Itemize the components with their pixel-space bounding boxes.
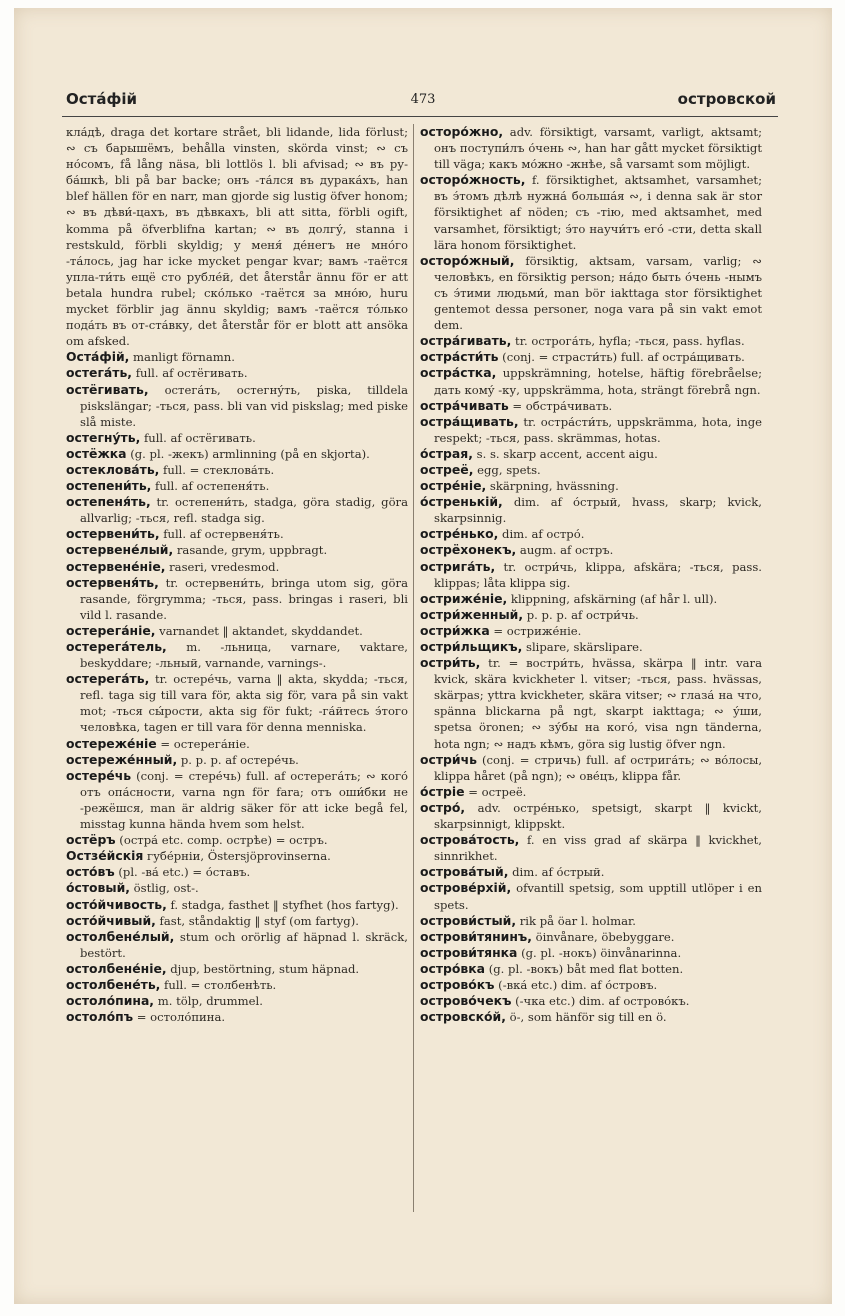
entry-definition: slipare, skärslipare. <box>522 640 643 654</box>
dictionary-entry <box>66 961 408 977</box>
dictionary-entry <box>420 349 762 365</box>
entry-definition: full. af остёгивать. <box>140 430 256 445</box>
right-column <box>420 124 762 1025</box>
entry-headword: остра́стка, <box>420 365 497 381</box>
entry-definition: full. af остёгивать. <box>132 366 248 381</box>
dictionary-entry <box>420 591 762 607</box>
dictionary-entry <box>420 784 762 800</box>
entry-headword: остреё, <box>420 461 474 477</box>
dictionary-entry <box>420 993 762 1009</box>
entry-headword: остервеня́ть, <box>66 574 159 590</box>
entry-definition: = остриже́ніе. <box>489 623 582 638</box>
entry-headword: остолбене́ніе, <box>66 960 167 976</box>
entry-definition: (g. pl. -вокъ) båt med flat botten. <box>485 961 684 976</box>
entry-definition: f. stadga, fasthet ‖ styfhet (hos fartyg). <box>166 897 399 912</box>
dictionary-entry <box>420 365 762 397</box>
entry-definition: varnandet ‖ aktandet, skyddandet. <box>155 623 363 638</box>
entry-headword: остолбене́лый, <box>66 928 175 944</box>
entry-headword: остоло́пина, <box>66 993 155 1009</box>
entry-definition: augm. af остръ. <box>516 543 614 558</box>
dictionary-entry <box>420 414 762 446</box>
entry-headword: остра́сти́ть <box>420 349 499 365</box>
dictionary-entry <box>66 897 408 913</box>
entry-headword: остегну́ть, <box>66 429 141 445</box>
entry-headword: остереже́нный, <box>66 751 178 767</box>
entry-headword: остерега́ть, <box>66 671 150 687</box>
entry-definition: (conj. = стричь) full. af острига́ть; ∾ во́лосы, klippa håret (på ngn); ∾ ове́цъ, klippa får. <box>434 752 762 783</box>
header-rule <box>62 116 778 117</box>
entry-definition: (pl. -ва́ etc.) = о́ставъ. <box>114 865 251 880</box>
dictionary-entry <box>420 752 762 784</box>
entry-definition: tr. остра́сти́ть, uppskrämma, hota, inge respekt; -ться, pass. skrämmas, hotas. <box>434 414 762 445</box>
entry-definition: skärpning, hvässning. <box>486 479 619 494</box>
entry-definition: öinvånare, öbebyggare. <box>531 929 675 944</box>
entry-headword: острови́тянка <box>420 944 518 960</box>
dictionary-entry <box>420 478 762 494</box>
dictionary-entry <box>420 559 762 591</box>
dictionary-entry <box>66 124 408 349</box>
dictionary-entry <box>66 559 408 575</box>
entry-headword: остре́ніе, <box>420 478 487 494</box>
entry-headword: остереже́ніе <box>66 735 157 751</box>
column-divider <box>413 124 414 1212</box>
header-left-guideword: Оста́фій <box>66 90 137 108</box>
entry-headword: Остзе́йскія <box>66 848 144 864</box>
dictionary-entry <box>66 478 408 494</box>
dictionary-entry <box>66 575 408 623</box>
entry-headword: остри́чь <box>420 751 477 767</box>
entry-headword: остёжка <box>66 445 127 461</box>
entry-definition: (g. pl. -нокъ) öinvånarinna. <box>517 945 682 960</box>
dictionary-entry <box>66 832 408 848</box>
dictionary-entry <box>420 1009 762 1025</box>
dictionary-entry <box>66 768 408 832</box>
entry-definition: adv. остре́нько, spetsigt, skarpt ‖ kvickt, skarpsinnigt, klippskt. <box>434 800 762 832</box>
entry-definition: rasande, grym, uppbragt. <box>173 543 328 558</box>
dictionary-entry <box>66 430 408 446</box>
entry-headword: остро́вка <box>420 960 486 976</box>
entry-definition: tr. остри́чь, klippa, afskära; -ться, pass. klippas; låta klippa sig. <box>434 559 762 590</box>
entry-definition: ofvantill spetsig, som upptill utlöper i en spets. <box>434 881 762 912</box>
entry-headword: острово́чекъ <box>420 993 512 1009</box>
entry-definition: m. -льница, varnare, vaktare, beskyddare; -льный, varnande, varnings-. <box>80 640 408 671</box>
dictionary-entry <box>420 800 762 832</box>
entry-definition: = остерега́ніе. <box>156 736 250 751</box>
entry-headword: острови́стый, <box>420 912 517 928</box>
dictionary-entry <box>420 929 762 945</box>
entry-definition: djup, bestörtning, stum häpnad. <box>166 961 360 976</box>
entry-definition: fast, ståndaktig ‖ styf (om fartyg). <box>155 913 359 928</box>
dictionary-entry <box>66 462 408 478</box>
entry-definition: (g. pl. -жекъ) armlinning (på en skjorta). <box>126 446 370 461</box>
entry-headword: острёхонекъ, <box>420 542 517 558</box>
entry-definition: tr. = востри́ть, hvässa, skärpa ‖ intr. vara kvick, skära kvickheter l. vitser; -ться, pass. hvässas, skärpas; yttra kvickheter, skära vitser; ∾ глаза́ на что, spänna blickarna på ngt, skarpt iakttaga; ∾ у́ши, spetsa öronen; ∾ зу́бы на кого́, visa ngn tänderna, hota ngn; ∾ надъ кѣмъ, göra sig lustig öfver ngn. <box>434 656 762 751</box>
entry-headword: о́стріе <box>420 783 465 799</box>
entry-headword: остерега́ніе, <box>66 622 156 638</box>
entry-headword: Оста́фій, <box>66 349 130 365</box>
dictionary-entry <box>66 671 408 735</box>
dictionary-entry <box>66 880 408 896</box>
entry-headword: остепеня́ть, <box>66 494 151 510</box>
entry-definition: dim. af о́стрый, hvass, skarp; kvick, skarpsinnig. <box>434 495 762 526</box>
dictionary-entry <box>66 848 408 864</box>
entry-headword: о́страя, <box>420 445 473 461</box>
dictionary-entry <box>420 864 762 880</box>
entry-definition: klippning, afskärning (af hår l. ull). <box>507 591 718 606</box>
dictionary-entry <box>66 365 408 381</box>
dictionary-entry <box>66 639 408 671</box>
entry-definition: stum och orörlig af häpnad l. skräck, bestört. <box>80 929 408 960</box>
entry-headword: остолбене́ть, <box>66 976 161 992</box>
entry-headword: островско́й, <box>420 1009 506 1025</box>
entry-headword: острова́тый, <box>420 864 509 880</box>
entry-headword: остега́ть, <box>66 365 133 381</box>
dictionary-entry <box>420 526 762 542</box>
left-column <box>66 124 408 1025</box>
entry-definition: full. = столбенѣть. <box>160 977 277 992</box>
entry-headword: остре́нько, <box>420 526 499 542</box>
entry-definition: m. tölp, drummel. <box>154 994 263 1009</box>
entry-definition: tr. острога́ть, hyfla; -ться, pass. hyflas. <box>511 334 745 349</box>
dictionary-entry <box>420 398 762 414</box>
entry-definition: full. af остепеня́ть. <box>151 479 270 494</box>
entry-headword: остервене́лый, <box>66 542 174 558</box>
entry-headword: о́стовый, <box>66 880 130 896</box>
entry-definition: full. af остервеня́ть. <box>159 527 284 542</box>
entry-definition: uppskrämning, hotelse, häftig förebråelse; дать кому́ -ку, uppskrämma, hota, strängt förebrå ngn. <box>434 366 762 397</box>
entry-definition: f. försiktighet, aktsamhet, varsamhet; въ э́томъ дѣлѣ нужна́ больша́я ∾, i denna sak är stor försiktighet af nöden; съ -тію, med aktsamhet, med varsamhet, försiktigt; э́то научи́тъ его́ -сти, detta skall lära honom försiktighet. <box>434 173 762 252</box>
entry-headword: о́стренькій, <box>420 494 503 510</box>
entry-headword: осторо́жно, <box>420 124 504 139</box>
entry-headword: острига́ть, <box>420 558 496 574</box>
dictionary-entry <box>420 462 762 478</box>
dictionary-entry <box>420 639 762 655</box>
dictionary-entry <box>66 623 408 639</box>
entry-definition: (-чка etc.) dim. af острово́къ. <box>511 994 690 1009</box>
dictionary-entry <box>420 607 762 623</box>
entry-headword: остервене́ніе, <box>66 558 166 574</box>
entry-definition: = обстра́чивать. <box>508 398 613 413</box>
entry-headword: остриже́ніе, <box>420 590 508 606</box>
entry-definition: tr. остервени́ть, bringa utom sig, göra rasande, förgrymma; -ться, pass. bringas i raseri, bli vild l. rasande. <box>80 575 408 622</box>
entry-headword: остра́гивать, <box>420 333 512 349</box>
entry-definition: (-вка́ etc.) dim. af о́стровъ. <box>494 977 658 992</box>
entry-headword: острово́къ <box>420 976 495 992</box>
entry-headword: остерега́тель, <box>66 639 167 654</box>
entry-definition: egg, spets. <box>473 462 541 477</box>
entry-definition: dim. af о́стрый. <box>508 865 605 880</box>
dictionary-entry <box>420 542 762 558</box>
entry-definition: östlig, ost-. <box>130 881 199 896</box>
dictionary-entry <box>66 349 408 365</box>
entry-headword: остри́ть, <box>420 655 481 671</box>
entry-headword: остервени́ть, <box>66 526 160 542</box>
dictionary-entry <box>66 913 408 929</box>
dictionary-entry <box>420 913 762 929</box>
entry-headword: остере́чь <box>66 767 132 783</box>
dictionary-entry <box>66 382 408 430</box>
entry-definition: s. s. skarp accent, accent aigu. <box>472 446 658 461</box>
dictionary-entry <box>420 446 762 462</box>
dictionary-entry <box>420 655 762 752</box>
entry-headword: острова́тость, <box>420 832 520 848</box>
entry-headword: осто́йчивый, <box>66 912 156 928</box>
entry-definition: tr. остепени́ть, stadga, göra stadig, göra allvarlig; -ться, refl. stadga sig. <box>80 495 408 526</box>
dictionary-entry <box>420 124 762 172</box>
entry-headword: осторо́жный, <box>420 252 515 268</box>
entry-headword: остёгивать, <box>66 381 149 397</box>
entry-headword: острове́рхій, <box>420 880 512 896</box>
entry-headword: остри́льщикъ, <box>420 639 523 654</box>
entry-definition: p. p. p. af остри́чь. <box>523 607 639 622</box>
entry-definition: (остра́ etc. comp. острѣе) = остръ. <box>115 833 328 848</box>
entry-headword: остепени́ть, <box>66 478 152 494</box>
entry-headword: остоло́пъ <box>66 1009 134 1025</box>
dictionary-entry <box>66 446 408 462</box>
entry-headword: острови́тянинъ, <box>420 928 532 944</box>
entry-headword: остеклова́ть, <box>66 461 160 477</box>
entry-headword: остра́чивать <box>420 397 509 413</box>
dictionary-entry <box>66 1009 408 1025</box>
dictionary-entry <box>420 961 762 977</box>
dictionary-entry <box>420 253 762 333</box>
dictionary-entry <box>420 977 762 993</box>
entry-definition: adv. försiktigt, varsamt, varligt, aktsamt; онъ поступи́лъ о́чень ∾, han har gått mycket försiktigt till väga; какъ мо́жно -жнѣе, så varsamt som möjligt. <box>434 125 762 172</box>
dictionary-entry <box>66 542 408 558</box>
dictionary-entry <box>66 494 408 526</box>
dictionary-entry <box>420 333 762 349</box>
dictionary-entry <box>66 526 408 542</box>
entry-headword: осто́въ <box>66 864 115 880</box>
entry-headword: осторо́жность, <box>420 172 526 188</box>
dictionary-entry <box>66 929 408 961</box>
dictionary-entry <box>420 880 762 912</box>
entry-definition: остега́ть, остегну́ть, piska, tilldela piskslängar; -ться, pass. bli van vid piskslag; med piske slå miste. <box>80 382 408 429</box>
entry-definition: försiktig, aktsam, varsam, varlig; ∾ человѣкъ, en försiktig person; на́до быть о́чень -нымъ съ э́тими людьми́, man bör iakttaga stor försiktighet gentemot dessa personer, noga vara på sin vakt emot dem. <box>434 253 762 333</box>
dictionary-page <box>14 8 832 1304</box>
entry-definition: rik på öar l. holmar. <box>516 913 636 928</box>
dictionary-entry <box>66 752 408 768</box>
entry-headword: остро́, <box>420 799 466 815</box>
entry-headword: остра́щивать, <box>420 413 519 429</box>
dictionary-entry <box>420 832 762 864</box>
entry-definition: full. = стеклова́ть. <box>159 462 275 477</box>
entry-definition: manligt förnamn. <box>129 350 235 365</box>
dictionary-entry <box>420 494 762 526</box>
entry-definition: кла́дѣ, draga det kortare strået, bli lidande, lida förlust; ∾ съ барышёмъ, behålla vinsten, skörda vinst; ∾ съ но́сомъ, få lång näsa, bli lottlös l. bli afvisad; ∾ въ ру-ба́шкѣ, bli på bar backe; онъ -та́лся въ дурака́хъ, han blef hällen för en narr, man gjorde sig lustig öfver honom; ∾ въ дѣви́-цахъ, въ дѣвкахъ, bli att sitta, förbli ogift, komma på öfverblifna kartan; ∾ въ долгу́, stanna i restskuld, förbli skyldig; у меня́ де́негъ не мно́го -та́лось, jag har icke mycket pengar kvar; вамъ -таётся упла-ти́ть ещё сто рубле́й, det återstår ännu för er att betala hundra rubel; ско́лько -таётся за мно́ю, huru mycket förblir jag ännu skyldig; вамъ -таётся то́лько пода́ть въ от-ста́вку, det återstår för er blott att ansöka om afsked. <box>66 125 408 349</box>
page-number: 473 <box>410 92 436 107</box>
entry-headword: остри́жка <box>420 622 490 638</box>
entry-headword: остри́женный, <box>420 606 524 622</box>
dictionary-entry <box>420 172 762 252</box>
entry-definition: tr. остере́чь, varna ‖ akta, skydda; -ться, refl. taga sig till vara för, akta sig för, vara på sin vakt mot; -ться сы́рости, akta sig för fukt; -га́йтесь э́того человѣка, tagen er till vara för denna menniska. <box>80 672 408 735</box>
dictionary-entry <box>66 736 408 752</box>
entry-headword: остёръ <box>66 832 116 848</box>
dictionary-entry <box>66 993 408 1009</box>
entry-definition: ö-, som hänför sig till en ö. <box>505 1010 667 1025</box>
entry-definition: dim. af остро́. <box>498 527 585 542</box>
entry-definition: губе́рніи, Östersjöprovinserna. <box>143 849 331 864</box>
entry-headword: осто́йчивость, <box>66 896 167 912</box>
dictionary-entry <box>420 945 762 961</box>
entry-definition: = остреё. <box>464 784 527 799</box>
entry-definition: f. en viss grad af skärpa ‖ kvickhet, sinnrikhet. <box>434 833 762 864</box>
entry-definition: raseri, vredesmod. <box>165 559 280 574</box>
entry-definition: (conj. = страсти́ть) full. af остра́щивать. <box>498 350 745 365</box>
header-right-guideword: островской <box>677 90 776 108</box>
entry-definition: p. p. p. af остере́чь. <box>177 752 299 767</box>
dictionary-entry <box>66 977 408 993</box>
dictionary-entry <box>66 864 408 880</box>
dictionary-entry <box>420 623 762 639</box>
entry-definition: (conj. = стере́чь) full. af остерега́ть; ∾ кого́ отъ опа́сности, varna ngn för fara; отъ оши́бки не -режёшся, man är aldrig säker för att icke begå fel, misstag kunna hända hvem som helst. <box>80 768 408 832</box>
entry-definition: = остоло́пина. <box>133 1010 226 1025</box>
